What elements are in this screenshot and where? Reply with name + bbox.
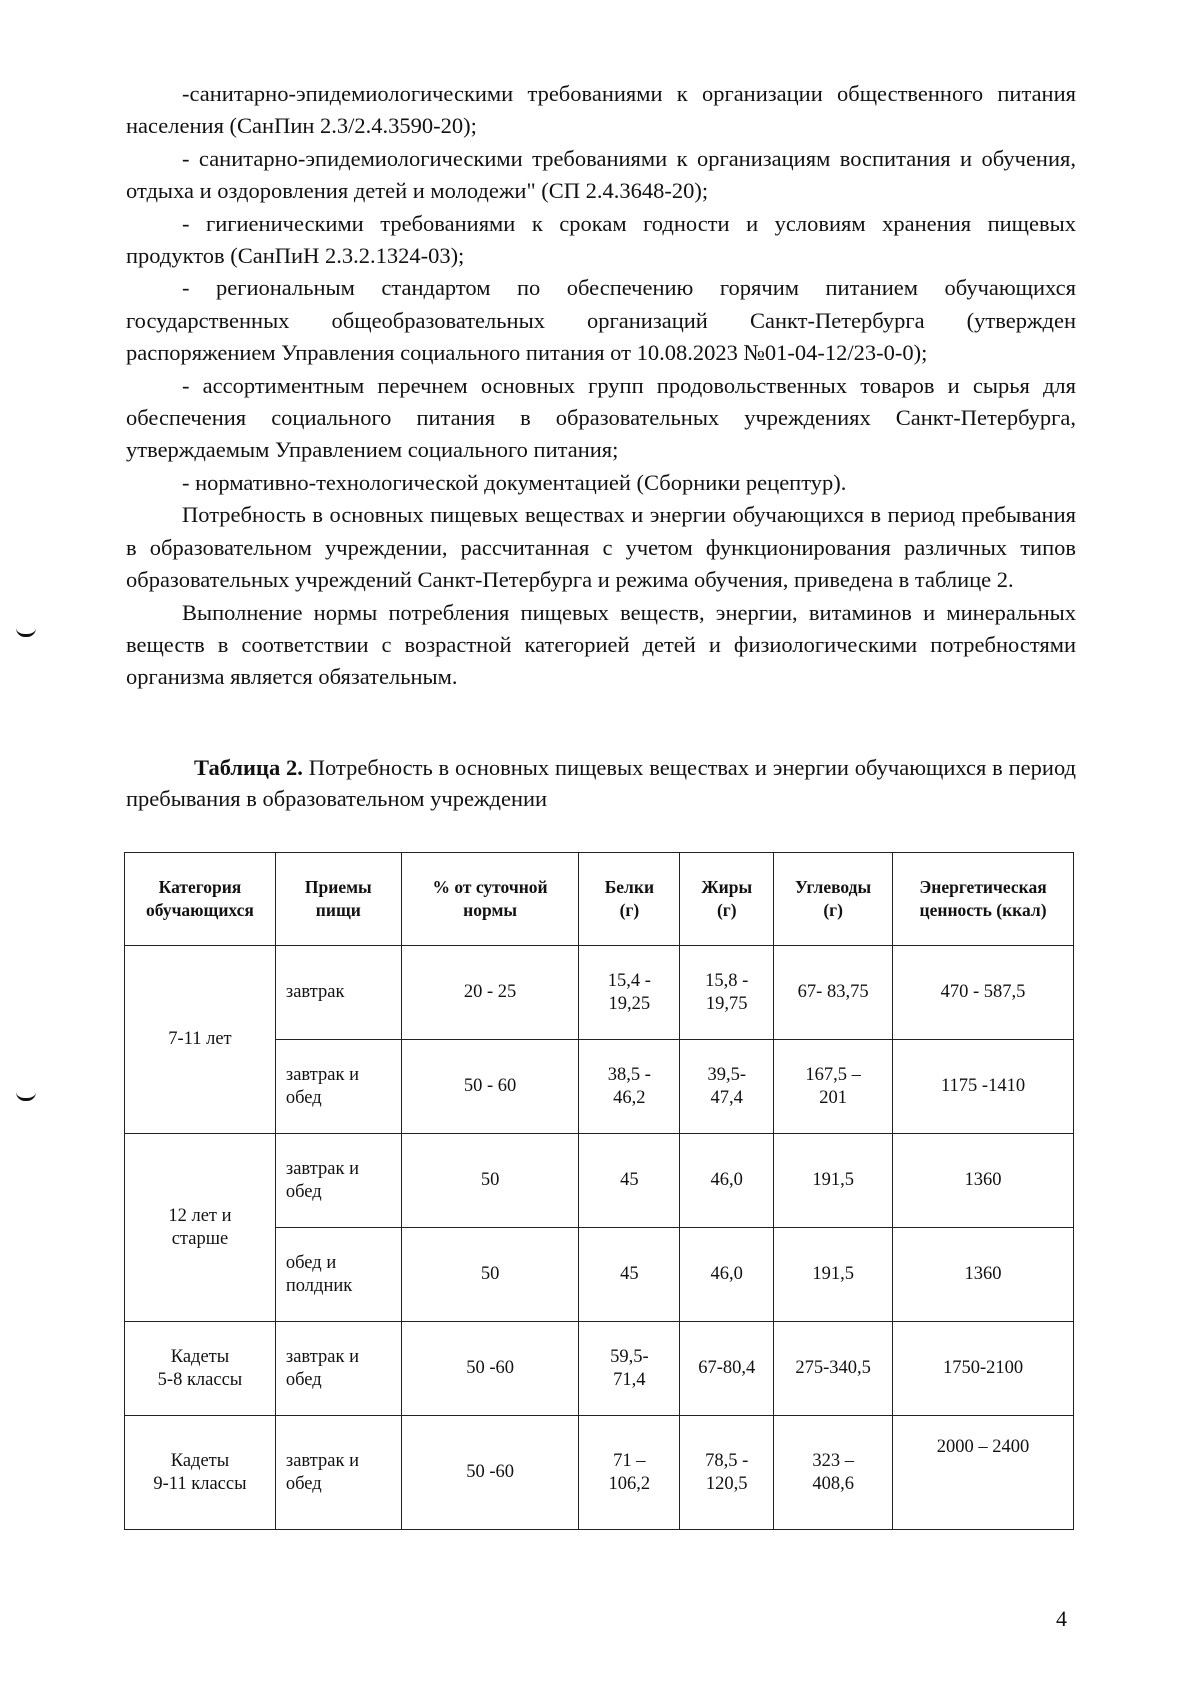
table-row (125, 1134, 1074, 1228)
carbs-cell: 275-340,5 (774, 1322, 893, 1416)
percent-cell: 50 -60 (401, 1322, 579, 1416)
carbs-cell: 191,5 (774, 1134, 893, 1228)
nutrition-table (124, 852, 1074, 1530)
protein-cell: 45 (579, 1134, 680, 1228)
paragraph-sanpin-3590: -санитарно-эпидемиологическими требованиями к организации общественного питания населения (СанПин 2.3/2.4.3590-20); (126, 81, 1076, 139)
header-percent: % от суточной нормы (401, 853, 579, 946)
page-number: 4 (1056, 1606, 1067, 1631)
meal-cell: завтрак и обед (275, 1040, 401, 1134)
header-carbs: Углеводы (г) (774, 853, 893, 946)
carbs-cell: 191,5 (774, 1228, 893, 1322)
category-cadets-5-8: Кадеты 5-8 классы (125, 1322, 276, 1416)
percent-cell: 50 (401, 1228, 579, 1322)
table-caption-text: Потребность в основных пищевых веществах и энергии обучающихся в период пребывания в образовательном учреждении (126, 755, 1076, 811)
header-meals: Приемы пищи (275, 853, 401, 946)
percent-cell: 20 - 25 (401, 946, 579, 1040)
energy-cell: 2000 – 2400 (893, 1416, 1074, 1530)
protein-cell: 38,5 - 46,2 (579, 1040, 680, 1134)
table-caption-label: Таблица 2. (194, 755, 303, 780)
binding-hole-mark (16, 628, 36, 637)
paragraph-sanpin-1324: - гигиеническими требованиями к срокам годности и условиям хранения пищевых продуктов (СанПиН 2.3.2.1324-03); (126, 210, 1076, 269)
protein-cell: 59,5- 71,4 (579, 1322, 680, 1416)
percent-cell: 50 (401, 1134, 579, 1228)
percent-cell: 50 - 60 (401, 1040, 579, 1134)
carbs-cell: 323 – 408,6 (774, 1416, 893, 1530)
energy-cell: 1175 -1410 (893, 1040, 1074, 1134)
paragraph-norm-compliance: Выполнение нормы потребления пищевых веществ, энергии, витаминов и минеральных веществ в соответствии с возрастной категорией детей и физиологическими потребностями организма является обязательным. (126, 599, 1076, 690)
fat-cell: 78,5 - 120,5 (680, 1416, 774, 1530)
energy-cell: 470 - 587,5 (893, 946, 1074, 1040)
protein-cell: 15,4 - 19,25 (579, 946, 680, 1040)
meal-cell: завтрак и обед (275, 1322, 401, 1416)
paragraph-assortment-list: - ассортиментным перечнем основных групп продовольственных товаров и сырья для обеспечения социального питания в образовательных учреждениях Санкт-Петербурга, утверждаемым Управлением социального питания; (126, 372, 1076, 463)
fat-cell: 39,5- 47,4 (680, 1040, 774, 1134)
body-text (126, 78, 1076, 694)
category-7-11: 7-11 лет (125, 946, 276, 1134)
carbs-cell: 67- 83,75 (774, 946, 893, 1040)
table-caption (126, 752, 1076, 814)
table-row (125, 1416, 1074, 1530)
carbs-cell: 167,5 – 201 (774, 1040, 893, 1134)
paragraph-recipe-collections: - нормативно-технологической документацией (Сборники рецептур). (182, 469, 847, 495)
meal-cell: завтрак и обед (275, 1134, 401, 1228)
fat-cell: 46,0 (680, 1228, 774, 1322)
fat-cell: 46,0 (680, 1134, 774, 1228)
fat-cell: 15,8 - 19,75 (680, 946, 774, 1040)
paragraph-nutrient-need: Потребность в основных пищевых веществах и энергии обучающихся в период пребывания в образовательном учреждении, рассчитанная с учетом функционирования различных типов образовательных учреждений Санкт-Петербурга и режима обучения, приведена в таблице 2. (126, 502, 1076, 593)
header-category: Категория обучающихся (125, 853, 276, 946)
header-energy: Энергетическая ценность (ккал) (893, 853, 1074, 946)
binding-hole-mark (16, 1092, 36, 1101)
meal-cell: завтрак (275, 946, 401, 1040)
protein-cell: 71 – 106,2 (579, 1416, 680, 1530)
meal-cell: завтрак и обед (275, 1416, 401, 1530)
fat-cell: 67-80,4 (680, 1322, 774, 1416)
header-protein: Белки (г) (579, 853, 680, 946)
table-header-row (125, 853, 1074, 946)
table-row (125, 1322, 1074, 1416)
protein-cell: 45 (579, 1228, 680, 1322)
header-fat: Жиры (г) (680, 853, 774, 946)
category-12-plus: 12 лет и старше (125, 1134, 276, 1322)
meal-cell: обед и полдник (275, 1228, 401, 1322)
category-cadets-9-11: Кадеты 9-11 классы (125, 1416, 276, 1530)
paragraph-regional-standard: - региональным стандартом по обеспечению горячим питанием обучающихся государственных общеобразовательных организаций Санкт-Петербурга (утвержден распоряжением Управления социального питания от 10.08.2023 №01-04-12/23-0-0); (126, 275, 1076, 366)
percent-cell: 50 -60 (401, 1416, 579, 1530)
energy-cell: 1360 (893, 1134, 1074, 1228)
paragraph-sp-3648: - санитарно-эпидемиологическими требованиями к организациям воспитания и обучения, отдыха и оздоровления детей и молодежи" (СП 2.4.3648-20); (126, 145, 1076, 204)
table-row (125, 946, 1074, 1040)
energy-cell: 1750-2100 (893, 1322, 1074, 1416)
energy-cell: 1360 (893, 1228, 1074, 1322)
